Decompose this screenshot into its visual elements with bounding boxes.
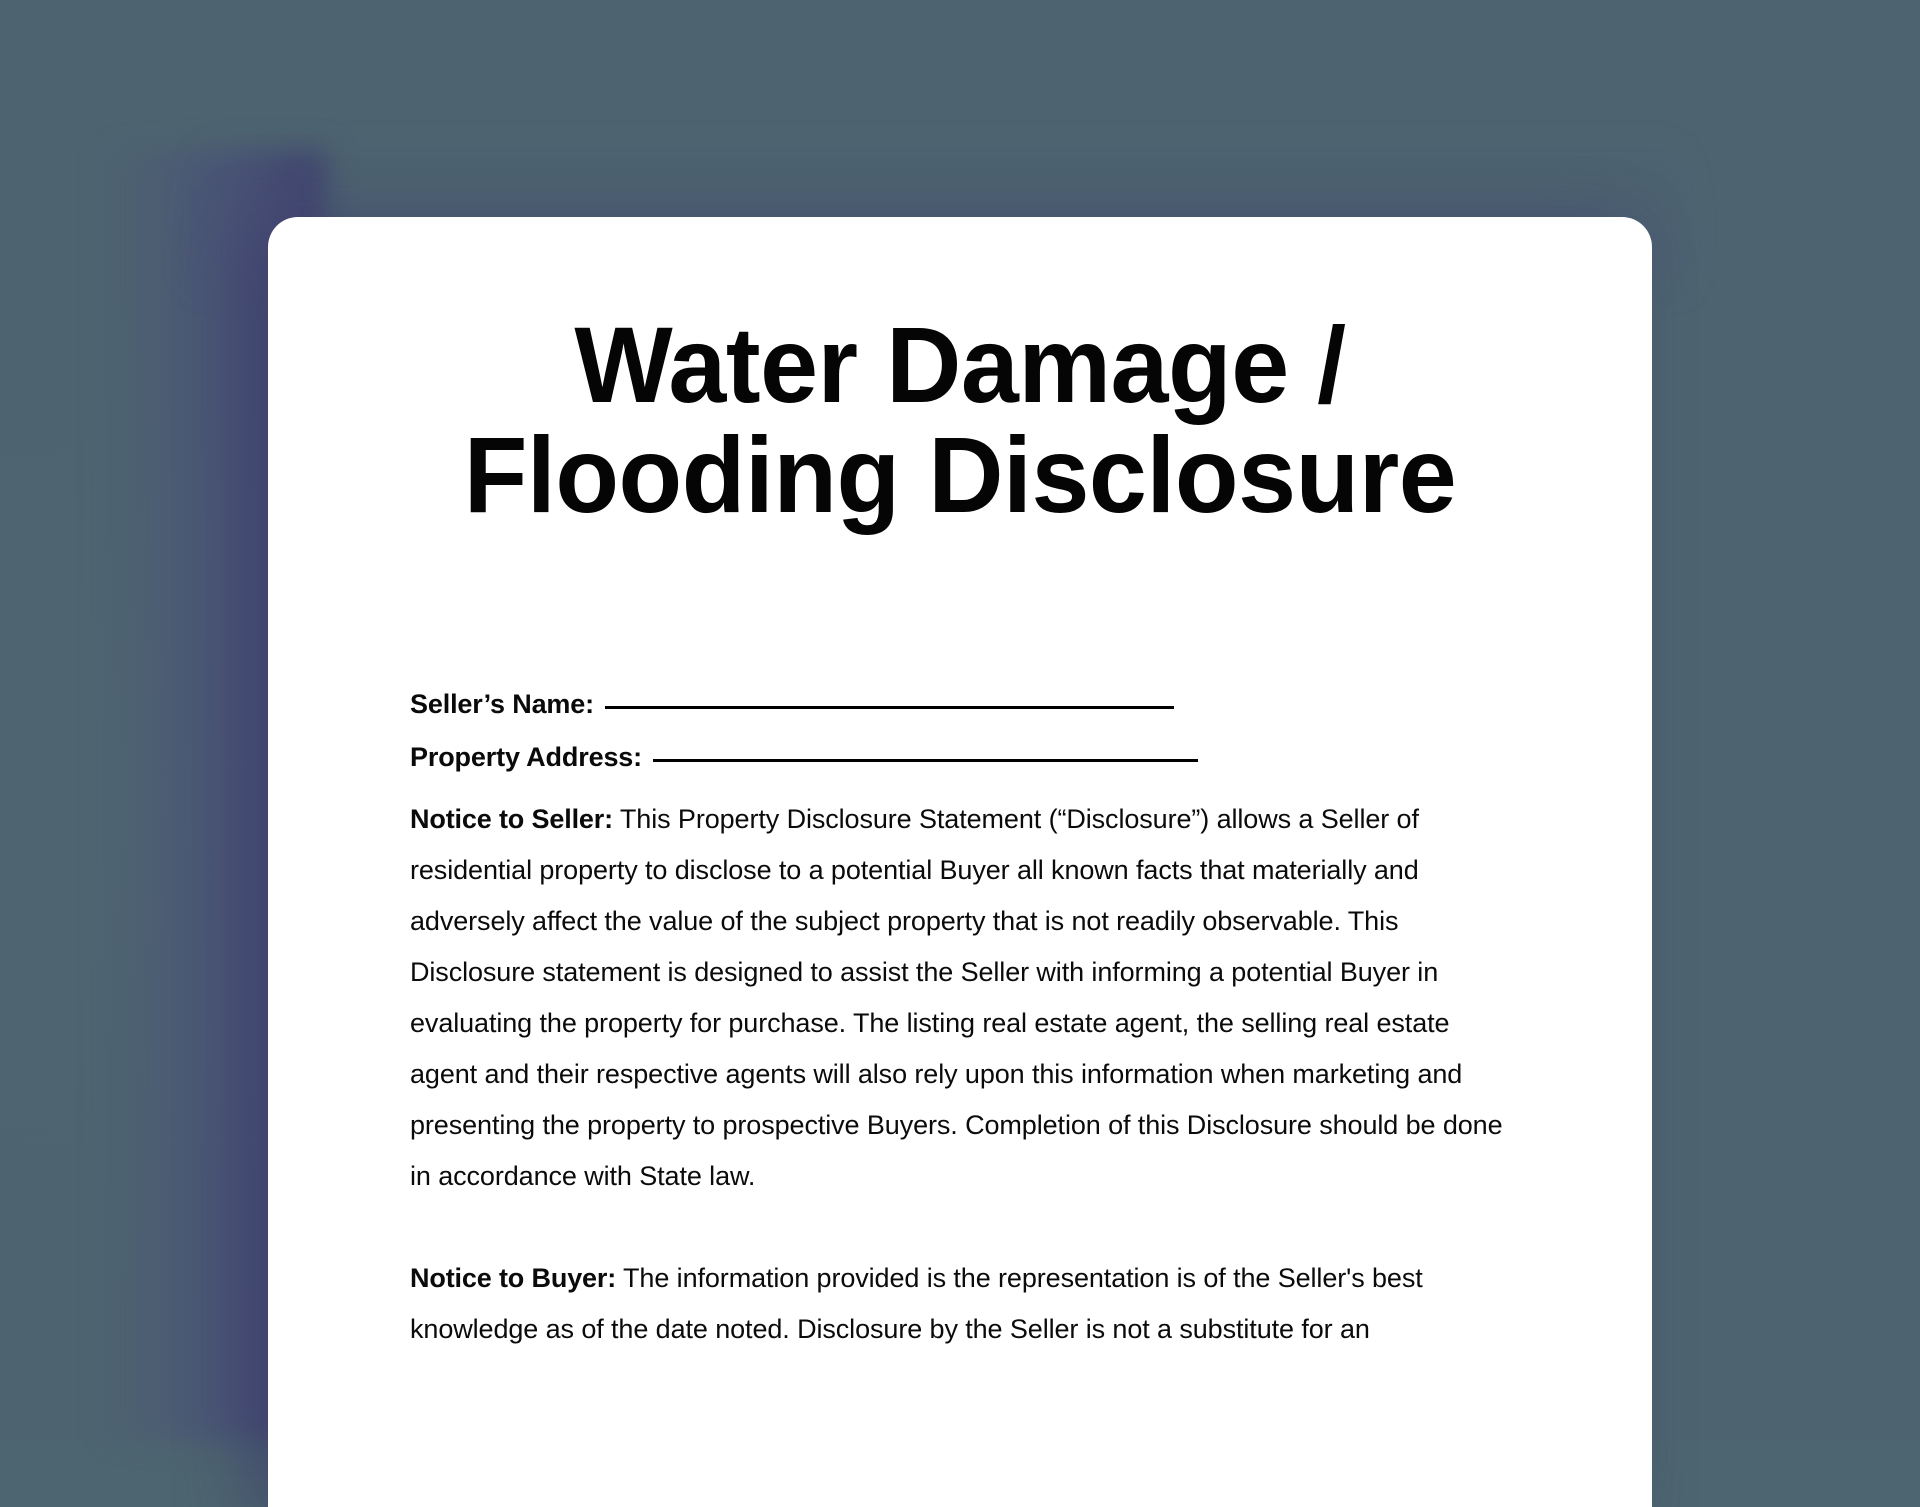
notice-to-buyer-paragraph — [410, 1253, 1510, 1355]
notice-to-seller-label: Notice to Seller: — [410, 804, 613, 834]
notice-to-buyer-label: Notice to Buyer: — [410, 1263, 616, 1293]
page-title-line-1: Water Damage / — [350, 310, 1570, 420]
page-title — [292, 217, 1628, 530]
notice-to-buyer-text: The information provided is the representation is of the Seller's best knowledge as of the date noted. Disclosure by the Seller is not a substitute for an — [410, 1263, 1423, 1344]
seller-name-label: Seller’s Name: — [410, 691, 594, 718]
page-title-line-2: Flooding Disclosure — [350, 420, 1570, 530]
seller-name-input[interactable] — [605, 706, 1174, 709]
document-page — [268, 217, 1652, 1507]
document-card — [268, 217, 1652, 1507]
property-address-label: Property Address: — [410, 744, 642, 771]
seller-name-field-row — [410, 691, 1510, 718]
document-body — [410, 691, 1510, 1355]
notice-to-seller-paragraph — [410, 794, 1510, 1202]
property-address-input[interactable] — [653, 759, 1198, 762]
property-address-field-row — [410, 744, 1510, 771]
notice-to-seller-text: This Property Disclosure Statement (“Disclosure”) allows a Seller of residential property to disclose to a potential Buyer all known facts that materially and adversely affect the value of the subject property that is not readily observable. This Disclosure statement is designed to assist the Seller with informing a potential Buyer in evaluating the property for purchase. The listing real estate agent, the selling real estate agent and their respective agents will also rely upon this information when marketing and presenting the property to prospective Buyers. Completion of this Disclosure should be done in accordance with State law. — [410, 804, 1503, 1191]
